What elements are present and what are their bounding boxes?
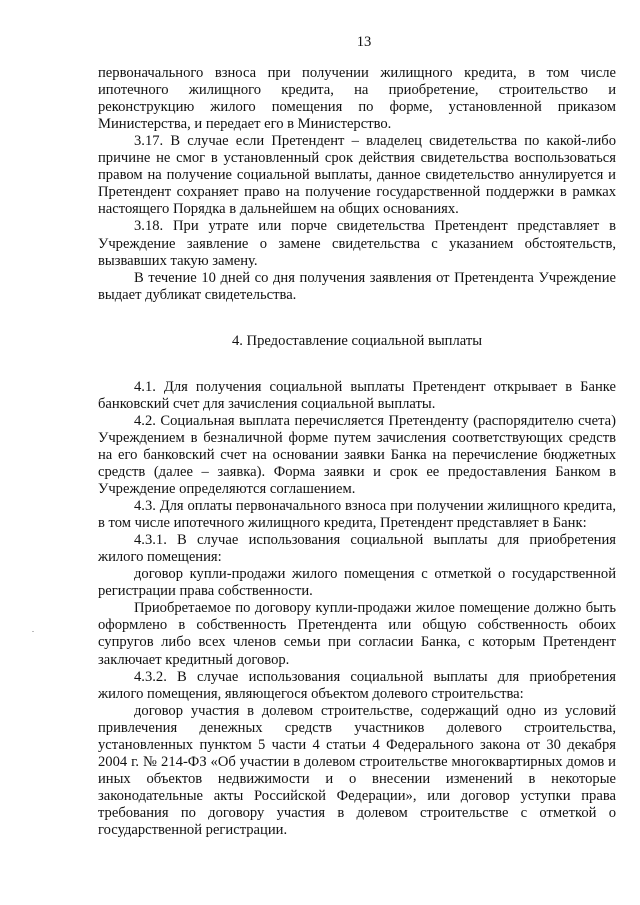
section-heading: 4. Предоставление социальной выплаты (231, 332, 483, 349)
paragraph-4-3-1: 4.3.1. В случае использования социальной выплаты для приобретения жилого помещения: (98, 532, 616, 566)
paragraph-continuation: первоначального взноса при получении жилищного кредита, в том числе ипотечного жилищного кредита, на приобретение, строительство и реконструкцию жилого помещения по форме, установленной приказом Министерства, и передает его в Министерство. (98, 65, 616, 133)
scan-speck (32, 631, 34, 632)
paragraph-shared-construction: договор участия в долевом строительстве, содержащий одно из условий привлечения денежных средств участников долевого строительства, установленных пунктом 5 части 4 статьи 4 Федерального закона от 30 декабря 2004 г. № 214-ФЗ «Об участии в долевом строительстве многоквартирных домов и иных объектов недвижимости и о внесении изменений в некоторые законодательные акты Российской Федерации», или договор уступки права требования по договору участия в долевом строительстве с отметкой о государственной регистрации. (98, 702, 616, 838)
paragraph-4-3-2: 4.3.2. В случае использования социальной выплаты для приобретения жилого помещения, являющегося объектом долевого строительства: (98, 668, 616, 702)
paragraph-4-3: 4.3. Для оплаты первоначального взноса при получении жилищного кредита, в том числе ипотечного жилищного кредита, Претендент представляет в Банк: (98, 498, 616, 532)
paragraph-4-2: 4.2. Социальная выплата перечисляется Претенденту (распорядителю счета) Учреждением в безналичной форме путем зачисления соответствующих средств на его банковский счет на основании заявки Банка на перечисление бюджетных средств (далее – заявка). Форма заявки и срок ее предоставления Банком в Учреждение определяются соглашением. (98, 412, 616, 498)
paragraph-3-17: 3.17. В случае если Претендент – владелец свидетельства по какой-либо причине не смог в установленный срок действия свидетельства воспользоваться правом на получение социальной выплаты, данное свидетельство аннулируется и Претендент сохраняет право на получение государственной поддержки в рамках настоящего Порядка в дальнейшем на общих основаниях. (98, 133, 616, 218)
page-number: 13 (356, 34, 372, 50)
paragraph-ownership: Приобретаемое по договору купли-продажи жилое помещение должно быть оформлено в собственность Претендента или общую собственность обоих супругов либо всех членов семьи при согласии Банка, с которым Претендент заключает кредитный договор. (98, 600, 616, 668)
document-page (98, 34, 616, 839)
paragraph-4-1: 4.1. Для получения социальной выплаты Претендент открывает в Банке банковский счет для зачисления социальной выплаты. (98, 378, 616, 412)
paragraph-3-18: 3.18. При утрате или порче свидетельства Претендент представляет в Учреждение заявление о замене свидетельства с указанием обстоятельств, вызвавших такую замену. (98, 218, 616, 269)
paragraph-duplicate: В течение 10 дней со дня получения заявления от Претендента Учреждение выдает дубликат свидетельства. (98, 269, 616, 303)
paragraph-contract-sale: договор купли-продажи жилого помещения с отметкой о государственной регистрации права собственности. (98, 566, 616, 600)
